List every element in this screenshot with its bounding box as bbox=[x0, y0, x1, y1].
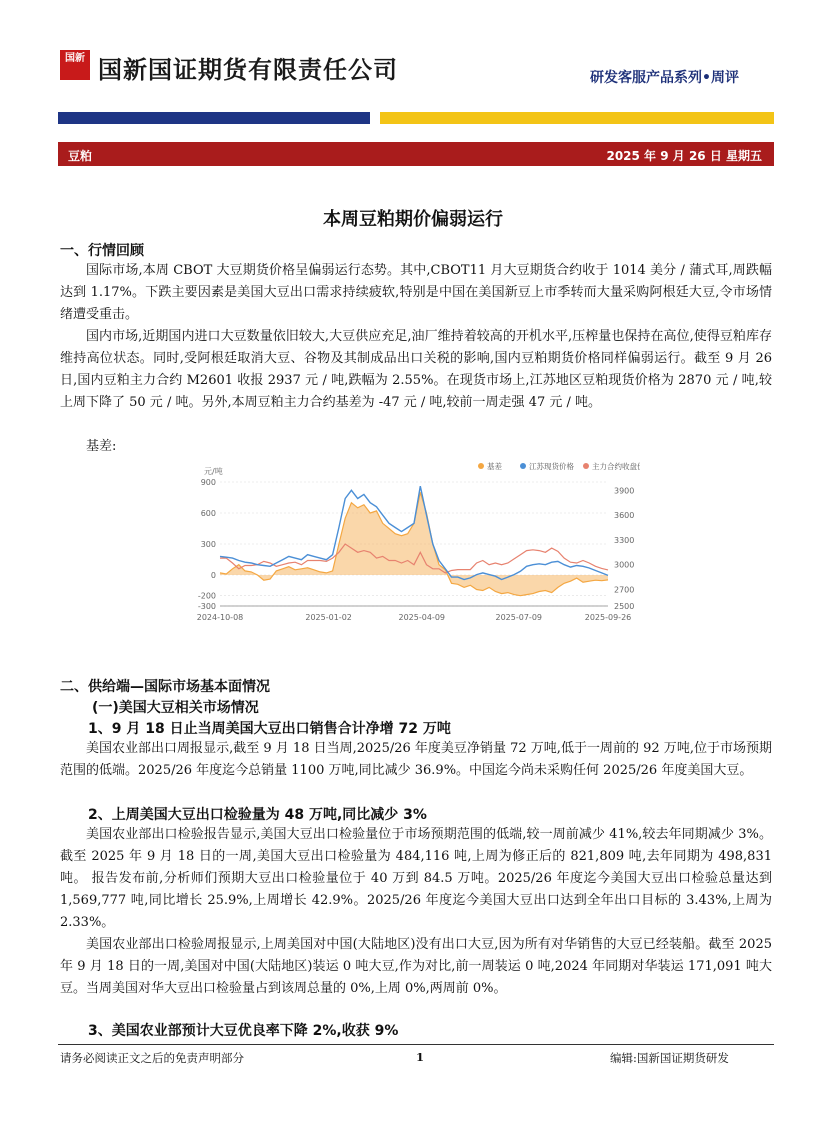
logo-text: 国新 bbox=[65, 53, 85, 64]
right-tick-label: 3600 bbox=[614, 511, 635, 521]
x-tick-label: 2025-01-02 bbox=[305, 613, 352, 622]
section1-heading: 一、行情回顾 bbox=[60, 243, 144, 259]
legend-swatch-basis bbox=[478, 463, 484, 469]
left-tick-label: 0 bbox=[210, 571, 216, 580]
footer-disclaimer: 请务必阅读正文之后的免责声明部分 bbox=[60, 1051, 244, 1065]
item1-paragraph: 美国农业部出口周报显示,截至 9 月 18 日当周,2025/26 年度美豆净销量 72 万吨,低于一周前的 92 万吨,位于市场预期范围的低端。2025/26 年度迄今总销量 1100 万吨,同比减少 36.9%。中国迄今尚未采购任何 2025/26 年度美国大豆。 bbox=[60, 741, 772, 778]
basis-chart bbox=[190, 458, 640, 630]
header-bar-blue bbox=[58, 112, 370, 124]
left-tick-label: 600 bbox=[200, 509, 216, 518]
left-tick-label: -300 bbox=[197, 602, 216, 611]
right-tick-label: 3000 bbox=[614, 560, 635, 570]
item3-title: 3、美国农业部预计大豆优良率下降 2%,收获 9% bbox=[88, 1023, 399, 1039]
footer-divider bbox=[58, 1044, 774, 1045]
section1-paragraph-1: 国际市场,本周 CBOT 大豆期货价格呈偏弱运行态势。其中,CBOT11 月大豆期货合约收于 1014 美分 / 蒲式耳,周跌幅达到 1.17%。下跌主要因素是美国大豆出口需求持续疲软,特别是中国在美国新豆上市季转而大量采购阿根廷大豆,令市场情绪遭受重击。 bbox=[60, 263, 772, 322]
header-bar-yellow bbox=[380, 112, 774, 124]
right-tick-label: 3300 bbox=[614, 535, 635, 545]
chart-legend bbox=[478, 461, 640, 471]
right-tick-label: 2700 bbox=[614, 585, 635, 595]
item1-title: 1、9 月 18 日止当周美国大豆出口销售合计净增 72 万吨 bbox=[88, 721, 451, 737]
legend-futures: 主力合约收盘价 bbox=[592, 462, 640, 471]
legend-swatch-spot bbox=[520, 463, 526, 469]
right-tick-label: 3900 bbox=[614, 486, 635, 496]
basis-chart-svg bbox=[190, 458, 640, 630]
item2-title: 2、上周美国大豆出口检验量为 48 万吨,同比减少 3% bbox=[88, 807, 427, 823]
item2-paragraph-2: 美国农业部出口检验周报显示,上周美国对中国(大陆地区)没有出口大豆,因为所有对华销售的大豆已经装船。截至 2025 年 9 月 18 日的一周,美国对中国(大陆地区)装运 0 吨大豆,作为对比,前一周装运 0 吨,2024 年同期对华装运 171,091 吨大豆。当周美国对华大豆出口检验量占到该周总量的 0%,上周 0%,两周前 0%。 bbox=[60, 937, 772, 996]
left-tick-label: 900 bbox=[200, 478, 216, 487]
report-title: 本周豆粕期价偏弱运行 bbox=[323, 209, 503, 230]
x-tick-label: 2025-07-09 bbox=[495, 613, 543, 622]
report-series: 研发客服产品系列•周评 bbox=[590, 70, 739, 86]
x-tick-label: 2025-09-26 bbox=[584, 613, 632, 622]
item2-paragraph-1: 美国农业部出口检验报告显示,美国大豆出口检验量位于市场预期范围的低端,较一周前减少 41%,较去年同期减少 3%。截至 2025 年 9 月 18 日的一周,美国大豆出口检验量为 484,116 吨,上周为修正后的 821,809 吨,去年同期为 498,831 吨。 报告发布前,分析师们预期大豆出口检验量位于 40 万到 84.5 万吨。2025/26 年度迄今美国大豆出口检验总量达到 1,569,777 吨,同比增长 25.9%,上周增长 42.9%。2025/26 年度迄今美国大豆出口达到全年出口目标的 3.43%,上周为 2.33%。 bbox=[60, 827, 772, 930]
section2-heading: 二、供给端—国际市场基本面情况 bbox=[60, 679, 270, 695]
page-number: 1 bbox=[416, 1050, 425, 1064]
left-tick-label: -200 bbox=[197, 591, 216, 601]
right-tick-label: 2500 bbox=[614, 602, 635, 611]
x-tick-label: 2025-04-09 bbox=[398, 613, 446, 622]
section1-paragraph-3: 基差: bbox=[86, 439, 117, 454]
company-name: 国新国证期货有限责任公司 bbox=[98, 56, 398, 84]
legend-spot: 江苏现货价格 bbox=[529, 462, 574, 471]
left-tick-label: 300 bbox=[200, 540, 216, 549]
left-axis-unit: 元/吨 bbox=[204, 467, 223, 476]
section1-paragraph-2: 国内市场,近期国内进口大豆数量依旧较大,大豆供应充足,油厂维持着较高的开机水平,压榨量也保持在高位,使得豆粕库存维持高位状态。同时,受阿根廷取消大豆、谷物及其制成品出口关税的影响,国内豆粕期货价格同样偏弱运行。截至 9 月 26 日,国内豆粕主力合约 M2601 收报 2937 元 / 吨,跌幅为 2.55%。在现货市场上,江苏地区豆粕现货价格为 2870 元 / 吨,较上周下降了 50 元 / 吨。另外,本周豆粕主力合约基差为 -47 元 / 吨,较前一周走强 47 元 / 吨。 bbox=[60, 329, 772, 410]
legend-swatch-futures bbox=[583, 463, 589, 469]
x-tick-label: 2024-10-08 bbox=[196, 613, 244, 622]
company-logo bbox=[60, 50, 90, 80]
legend-basis: 基差 bbox=[487, 462, 502, 471]
commodity-label: 豆粕 bbox=[68, 149, 93, 163]
section2-subheading: (一)美国大豆相关市场情况 bbox=[92, 700, 259, 716]
footer-editor: 编辑:国新国证期货研发 bbox=[610, 1051, 729, 1065]
info-bar bbox=[58, 142, 774, 166]
report-date: 2025 年 9 月 26 日 星期五 bbox=[606, 149, 762, 163]
